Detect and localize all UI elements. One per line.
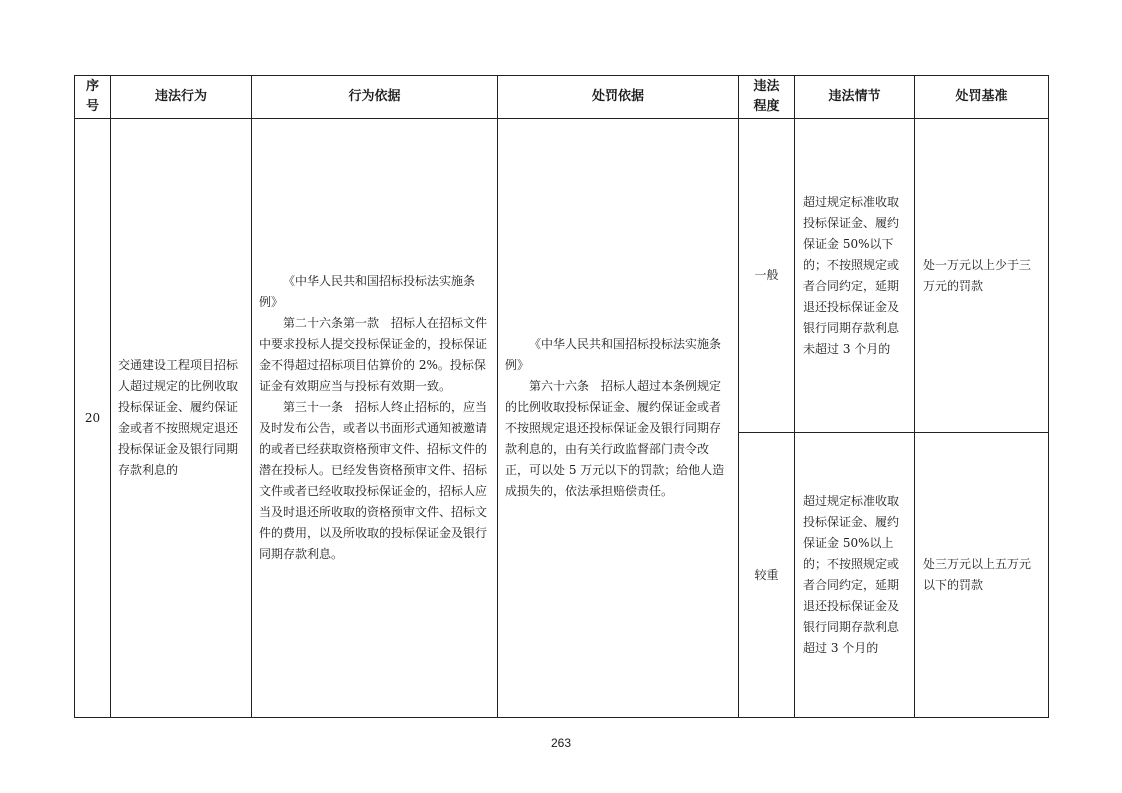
- header-level: 违法 程度: [739, 76, 795, 119]
- header-seq: 序 号: [75, 76, 111, 119]
- row-legal-basis: [252, 119, 498, 718]
- penalty-standard-table: [74, 75, 1049, 718]
- header-penalty-basis: 处罚依据: [498, 76, 739, 119]
- penalty-paragraph: 第六十六条 招标人超过本条例规定的比例收取投标保证金、履约保证金或者不按照规定退还投标保证金及银行同期存款利息的，由有关行政监督部门责令改正，可以处 5 万元以下的罚款；给他人造成损失的，依法承担赔偿责任。: [505, 379, 725, 498]
- basis-paragraph: 第三十一条 招标人终止招标的，应当及时发布公告，或者以书面形式通知被邀请的或者已经获取资格预审文件、招标文件的潜在投标人。已经发售资格预审文件、招标文件或者已经收取投标保证金的，招标人应当及时退还所收取的资格预审文件、招标文件的费用，以及所收取的投标保证金及银行同期存款利息。: [259, 400, 488, 561]
- basis-paragraph: 《中华人民共和国招标投标法实施条例》: [259, 274, 476, 309]
- header-row: [75, 76, 1049, 119]
- penalty-paragraph: 《中华人民共和国招标投标法实施条例》: [505, 337, 722, 372]
- header-basis: 行为依据: [252, 76, 498, 119]
- row-penalty-basis: [498, 119, 739, 718]
- row-seq: 20: [75, 119, 111, 718]
- basis-paragraph: 第二十六条第一款 招标人在招标文件中要求投标人提交投标保证金的，投标保证金不得超过招标项目估算价的 2%。投标保证金有效期应当与投标有效期一致。: [259, 316, 488, 393]
- header-standard: 处罚基准: [915, 76, 1049, 119]
- grade-circumstance-serious: 超过规定标准收取投标保证金、履约保证金 50%以上的；不按照规定或者合同约定，延期退还投标保证金及银行同期存款利息超过 3 个月的: [795, 433, 915, 718]
- page-number: 263: [550, 736, 572, 750]
- grade-circumstance-general: 超过规定标准收取投标保证金、履约保证金 50%以下的；不按照规定或者合同约定，延期退还投标保证金及银行同期存款利息未超过 3 个月的: [795, 119, 915, 433]
- grade-level-general: 一般: [739, 119, 795, 433]
- grade-level-serious: 较重: [739, 433, 795, 718]
- header-circumstance: 违法情节: [795, 76, 915, 119]
- header-act: 违法行为: [111, 76, 252, 119]
- table-row: [75, 119, 1049, 433]
- grade-standard-serious: 处三万元以上五万元以下的罚款: [915, 433, 1049, 718]
- grade-standard-general: 处一万元以上少于三万元的罚款: [915, 119, 1049, 433]
- row-violation: 交通建设工程项目招标人超过规定的比例收取投标保证金、履约保证金或者不按照规定退还投标保证金及银行同期存款利息的: [111, 119, 252, 718]
